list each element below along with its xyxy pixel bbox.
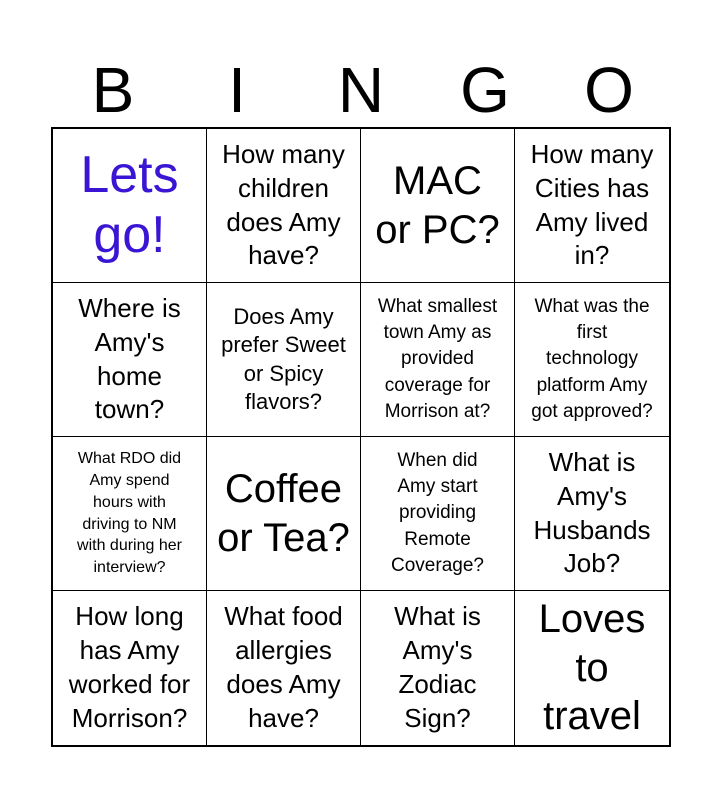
bingo-cell-r2c4[interactable] [515, 283, 669, 437]
bingo-cell-r2c1[interactable] [53, 283, 207, 437]
cell-text: Where is Amy's home town? [78, 292, 181, 425]
bingo-cell-r3c4[interactable] [515, 437, 669, 591]
cell-text: Does Amy prefer Sweet or Spicy flavors? [221, 304, 346, 414]
header-letter-n: N [337, 54, 385, 126]
cell-text: Coffee or Tea? [217, 466, 350, 560]
cell-text: How many Cities has Amy lived in? [530, 138, 654, 271]
bingo-cell-r2c2[interactable] [207, 283, 361, 437]
header-letter-b: B [91, 54, 135, 126]
header-letter-i: I [228, 54, 246, 126]
cell-text: What is Amy's Zodiac Sign? [394, 601, 481, 733]
bingo-cell-r4c1[interactable] [53, 591, 207, 745]
bingo-cell-r4c3[interactable] [361, 591, 515, 745]
cell-text: What RDO did Amy spend hours with driving to NM with during her interview? [77, 449, 182, 577]
bingo-board [51, 127, 671, 747]
bingo-cell-r1c4[interactable] [515, 129, 669, 283]
bingo-header [51, 52, 671, 128]
cell-text: Loves to travel [538, 596, 646, 739]
cell-text: What was the first technology platform Amy got approved? [531, 296, 653, 422]
bingo-cell-r2c3[interactable] [361, 283, 515, 437]
cell-text: What is Amy's Husbands Job? [533, 446, 651, 579]
bingo-cell-r1c2[interactable] [207, 129, 361, 283]
cell-text: How many children does Amy have? [222, 138, 345, 271]
bingo-cell-r3c3[interactable] [361, 437, 515, 591]
bingo-cell-r1c1[interactable] [53, 129, 207, 283]
header-letter-o: O [584, 54, 634, 126]
cell-text: MAC or PC? [375, 158, 500, 252]
bingo-cell-r4c2[interactable] [207, 591, 361, 745]
cell-text: How long has Amy worked for Morrison? [68, 601, 191, 733]
cell-text: What food allergies does Amy have? [224, 601, 343, 733]
header-letter-g: G [460, 54, 510, 126]
bingo-cell-r3c2[interactable] [207, 437, 361, 591]
cell-text: When did Amy start providing Remote Coverage? [391, 450, 484, 576]
bingo-cell-r3c1[interactable] [53, 437, 207, 591]
bingo-cell-r1c3[interactable] [361, 129, 515, 283]
bingo-cell-r4c4[interactable] [515, 591, 669, 745]
cell-text: Lets go! [80, 146, 179, 264]
cell-text: What smallest town Amy as provided coverage for Morrison at? [377, 296, 498, 422]
